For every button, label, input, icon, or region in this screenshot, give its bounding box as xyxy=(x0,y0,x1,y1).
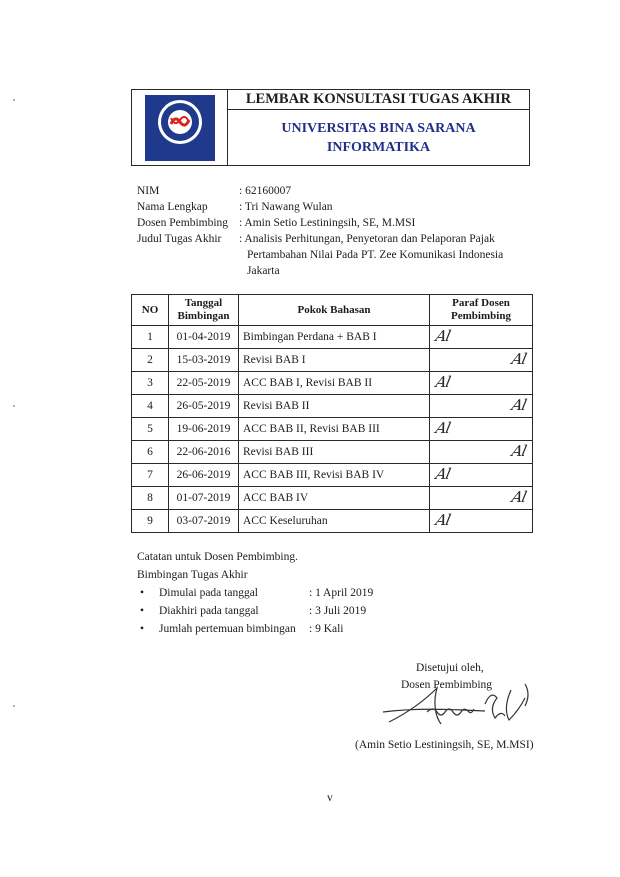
row-sign-cell xyxy=(430,441,533,464)
bullet-icon: • xyxy=(140,587,145,599)
row-no: 9 xyxy=(132,510,169,533)
document-header xyxy=(131,89,530,166)
name-label: Nama Lengkap xyxy=(137,201,208,213)
row-date: 01-04-2019 xyxy=(169,326,239,349)
row-topic: ACC BAB II, Revisi BAB III xyxy=(239,418,430,441)
row-sign-cell xyxy=(430,464,533,487)
row-sign-cell xyxy=(430,372,533,395)
table-row xyxy=(132,418,533,441)
col-header-no: NO xyxy=(132,295,169,326)
table-row xyxy=(132,326,533,349)
university-logo xyxy=(144,94,216,162)
thesis-value xyxy=(239,231,535,279)
info-row-name xyxy=(137,199,535,215)
initials-signature: Al xyxy=(510,442,528,460)
advisor-position: Dosen Pembimbing xyxy=(401,679,493,691)
row-topic: Revisi BAB III xyxy=(239,441,430,464)
bullet-icon: • xyxy=(140,605,145,617)
row-sign-cell xyxy=(430,487,533,510)
form-title: LEMBAR KONSULTASI TUGAS AKHIR xyxy=(228,90,529,110)
row-date: 22-06-2016 xyxy=(169,441,239,464)
col-header-date-line-1: Tanggal xyxy=(184,297,223,309)
note-label: Dimulai pada tanggal xyxy=(159,587,258,599)
scan-speck xyxy=(13,99,15,101)
row-sign-cell xyxy=(430,395,533,418)
thesis-line-3: Jakarta xyxy=(247,265,280,277)
nim-label: NIM xyxy=(137,185,160,197)
university-line-2: INFORMATIKA xyxy=(326,139,431,155)
row-topic: ACC BAB III, Revisi BAB IV xyxy=(239,464,430,487)
header-titles xyxy=(228,90,529,165)
initials-signature: Al xyxy=(434,373,452,391)
thesis-line-1: : Analisis Perhitungan, Penyetoran dan Pelaporan Pajak xyxy=(239,233,495,245)
name-value: : Tri Nawang Wulan xyxy=(239,201,333,213)
nim-value: : 62160007 xyxy=(239,185,292,197)
initials-signature: Al xyxy=(510,396,528,414)
page-number: v xyxy=(327,792,333,804)
row-date: 15-03-2019 xyxy=(169,349,239,372)
logo-cell xyxy=(132,90,228,165)
row-date: 26-06-2019 xyxy=(169,464,239,487)
row-date: 22-05-2019 xyxy=(169,372,239,395)
row-no: 6 xyxy=(132,441,169,464)
signer-name: (Amin Setio Lestiningsih, SE, M.MSI) xyxy=(355,739,534,751)
table-row xyxy=(132,487,533,510)
advisor-value: : Amin Setio Lestiningsih, SE, M.MSI xyxy=(239,217,416,229)
initials-signature: Al xyxy=(434,327,452,345)
thesis-line-2: Pertambahan Nilai Pada PT. Zee Komunikasi Indonesia xyxy=(247,249,504,261)
row-topic: ACC BAB IV xyxy=(239,487,430,510)
thesis-label: Judul Tugas Akhir xyxy=(137,233,222,245)
advisor-notes xyxy=(137,548,373,638)
col-header-date-line-2: Bimbingan xyxy=(177,310,230,322)
row-date: 03-07-2019 xyxy=(169,510,239,533)
advisor-label: Dosen Pembimbing xyxy=(137,217,229,229)
initials-signature: Al xyxy=(434,419,452,437)
table-row xyxy=(132,464,533,487)
row-date: 01-07-2019 xyxy=(169,487,239,510)
info-row-nim xyxy=(137,183,535,199)
initials-signature: Al xyxy=(510,350,528,368)
list-item xyxy=(137,620,373,638)
table-row xyxy=(132,510,533,533)
table-row xyxy=(132,372,533,395)
col-header-date xyxy=(169,295,239,326)
col-header-sign-line-1: Paraf Dosen xyxy=(452,297,510,309)
col-header-topic: Pokok Bahasan xyxy=(239,295,430,326)
row-no: 5 xyxy=(132,418,169,441)
col-header-sign xyxy=(430,295,533,326)
info-row-thesis xyxy=(137,231,535,279)
university-name xyxy=(228,110,529,165)
note-label: Jumlah pertemuan bimbingan xyxy=(159,623,296,635)
scan-speck xyxy=(13,405,15,407)
university-line-1: UNIVERSITAS BINA SARANA xyxy=(281,120,476,136)
note-value: : 3 Juli 2019 xyxy=(309,605,367,617)
info-row-advisor xyxy=(137,215,535,231)
row-sign-cell xyxy=(430,326,533,349)
row-date: 19-06-2019 xyxy=(169,418,239,441)
row-topic: ACC BAB I, Revisi BAB II xyxy=(239,372,430,395)
row-topic: Revisi BAB II xyxy=(239,395,430,418)
col-header-sign-line-2: Pembimbing xyxy=(451,310,511,322)
student-info xyxy=(137,183,535,279)
approved-by-label: Disetujui oleh, xyxy=(416,662,484,674)
initials-signature: Al xyxy=(434,511,452,529)
row-no: 1 xyxy=(132,326,169,349)
table-row xyxy=(132,441,533,464)
initials-signature: Al xyxy=(510,488,528,506)
table-row xyxy=(132,349,533,372)
notes-list xyxy=(137,584,373,638)
row-no: 2 xyxy=(132,349,169,372)
notes-heading: Catatan untuk Dosen Pembimbing. xyxy=(137,551,298,563)
row-topic: Bimbingan Perdana + BAB I xyxy=(239,326,430,349)
row-no: 3 xyxy=(132,372,169,395)
table-row xyxy=(132,395,533,418)
row-no: 7 xyxy=(132,464,169,487)
row-topic: Revisi BAB I xyxy=(239,349,430,372)
row-sign-cell xyxy=(430,349,533,372)
handwritten-signature xyxy=(375,678,545,738)
notes-subheading: Bimbingan Tugas Akhir xyxy=(137,569,248,581)
scan-speck xyxy=(13,705,15,707)
row-date: 26-05-2019 xyxy=(169,395,239,418)
note-value: : 1 April 2019 xyxy=(309,587,374,599)
row-sign-cell xyxy=(430,418,533,441)
row-no: 4 xyxy=(132,395,169,418)
row-no: 8 xyxy=(132,487,169,510)
list-item xyxy=(137,602,373,620)
note-value: : 9 Kali xyxy=(309,623,344,635)
row-sign-cell xyxy=(430,510,533,533)
note-label: Diakhiri pada tanggal xyxy=(159,605,259,617)
initials-signature: Al xyxy=(434,465,452,483)
row-topic: ACC Keseluruhan xyxy=(239,510,430,533)
list-item xyxy=(137,584,373,602)
bullet-icon: • xyxy=(140,623,145,635)
consultation-table xyxy=(131,294,533,533)
table-header-row xyxy=(132,295,533,326)
